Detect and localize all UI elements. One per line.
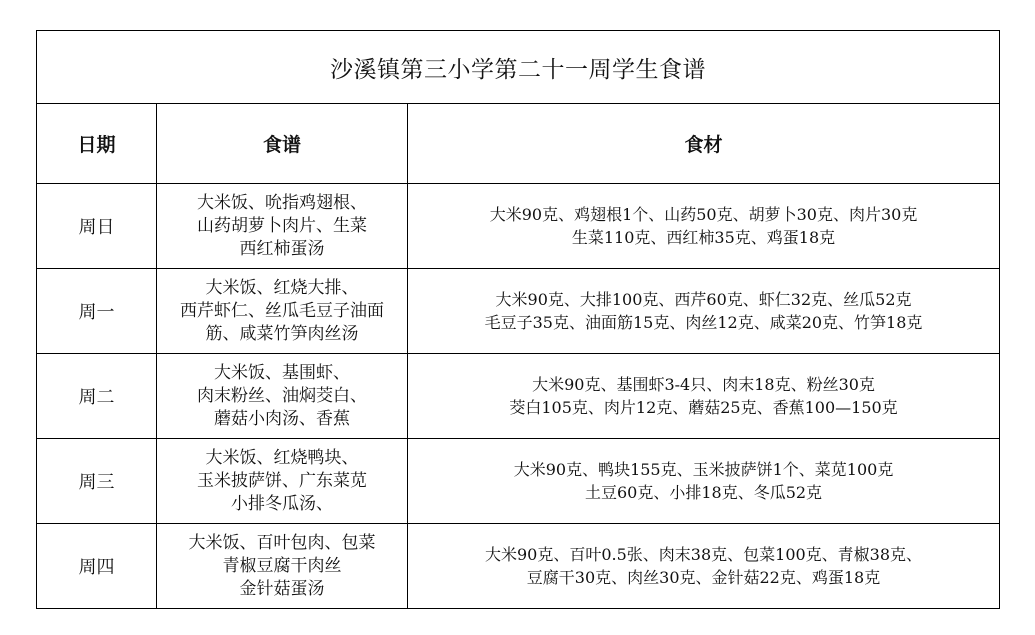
dish-line: 西芹虾仁、丝瓜毛豆子油面 [180,300,384,321]
ingredients-cell [408,439,1000,524]
menu-table [36,30,1000,609]
dish-line: 西红柿蛋汤 [239,238,325,259]
title-row [37,31,1000,104]
dish-line: 蘑菇小肉汤、香蕉 [214,408,350,429]
day-cell: 周二 [37,354,157,439]
day-cell: 周日 [37,184,157,269]
ingredients-cell [408,524,1000,609]
ingredient-line: 大米90克、基围虾3-4只、肉末18克、粉丝30克 [532,375,875,394]
table-row [37,524,1000,609]
header-row [37,104,1000,184]
ingredient-line: 土豆60克、小排18克、冬瓜52克 [584,483,823,502]
dishes-cell [157,269,408,354]
dishes-cell [157,439,408,524]
dish-line: 大米饭、百叶包肉、包菜 [188,532,376,553]
ingredient-line: 生菜110克、西红柿35克、鸡蛋18克 [571,228,836,247]
header-dishes: 食谱 [157,104,408,184]
dish-line: 大米饭、基围虾、 [214,362,350,383]
ingredient-line: 大米90克、鸡翅根1个、山药50克、胡萝卜30克、肉片30克 [489,205,918,224]
ingredient-line: 毛豆子35克、油面筋15克、肉丝12克、咸菜20克、竹笋18克 [484,313,923,332]
table-row [37,184,1000,269]
dishes-cell [157,184,408,269]
dish-line: 肉末粉丝、油焖茭白、 [197,385,367,406]
dish-line: 大米饭、红烧大排、 [205,277,359,298]
dish-line: 大米饭、红烧鸭块、 [205,447,359,468]
header-date: 日期 [37,104,157,184]
ingredients-cell [408,269,1000,354]
ingredient-line: 大米90克、鸭块155克、玉米披萨饼1个、菜苋100克 [513,460,894,479]
day-cell: 周四 [37,524,157,609]
ingredient-line: 豆腐干30克、肉丝30克、金针菇22克、鸡蛋18克 [526,568,881,587]
dish-line: 大米饭、吮指鸡翅根、 [197,192,367,213]
dishes-cell [157,354,408,439]
dish-line: 玉米披萨饼、广东菜苋 [197,470,367,491]
dish-line: 青椒豆腐干肉丝 [222,555,342,576]
ingredients-cell [408,354,1000,439]
dishes-cell [157,524,408,609]
dish-line: 金针菇蛋汤 [239,578,325,599]
table-title: 沙溪镇第三小学第二十一周学生食谱 [37,31,1000,104]
dish-line: 山药胡萝卜肉片、生菜 [197,215,367,236]
dish-line: 筋、咸菜竹笋肉丝汤 [205,323,359,344]
day-cell: 周三 [37,439,157,524]
ingredient-line: 大米90克、大排100克、西芹60克、虾仁32克、丝瓜52克 [495,290,912,309]
table-row [37,439,1000,524]
dish-line: 小排冬瓜汤、 [231,493,333,514]
ingredient-line: 大米90克、百叶0.5张、肉末38克、包菜100克、青椒38克、 [484,545,923,564]
table-row [37,354,1000,439]
ingredients-cell [408,184,1000,269]
table-row [37,269,1000,354]
header-ingredients: 食材 [408,104,1000,184]
ingredient-line: 茭白105克、肉片12克、蘑菇25克、香蕉100—150克 [509,398,898,417]
day-cell: 周一 [37,269,157,354]
